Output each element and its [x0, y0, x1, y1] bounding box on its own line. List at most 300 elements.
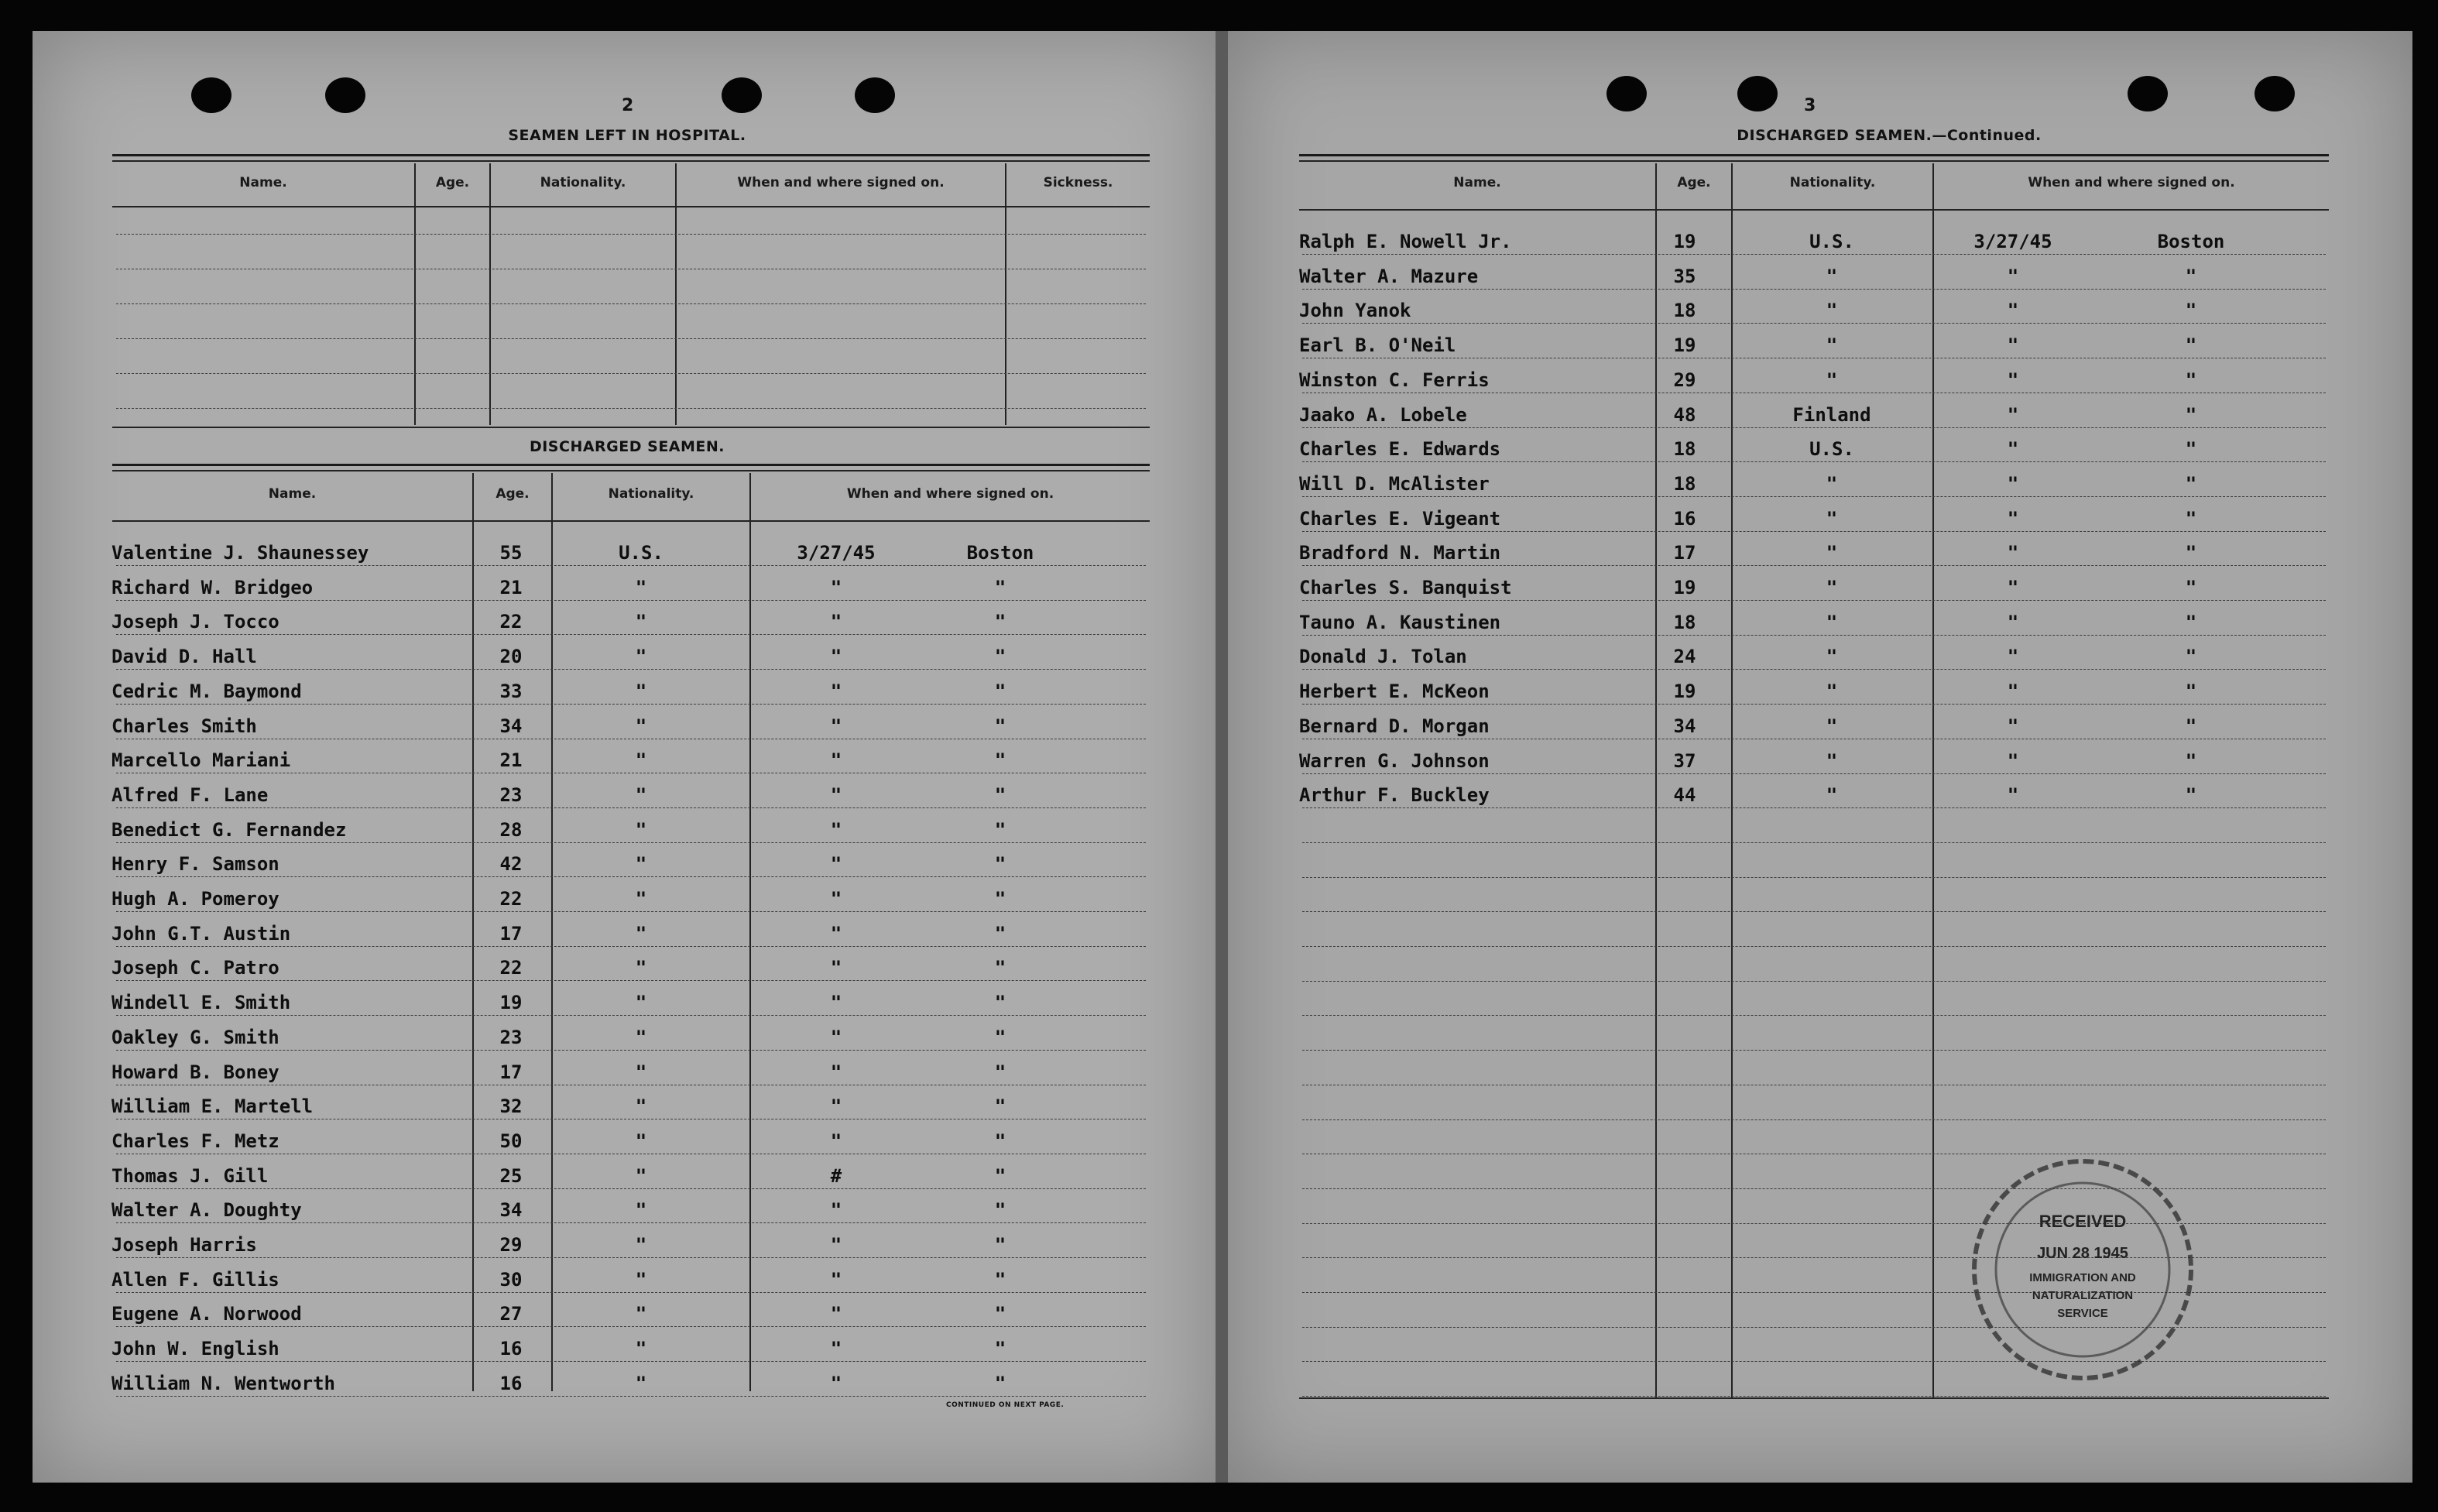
seaman-name: Winston C. Ferris [1299, 369, 1490, 391]
signed-on-place: " [994, 576, 1006, 598]
seaman-age: 16 [499, 1372, 523, 1394]
seaman-name: Ralph E. Nowell Jr. [1299, 231, 1512, 252]
rule [1299, 1397, 2329, 1399]
signed-on-date: 3/27/45 [1973, 231, 2052, 252]
seaman-age: 16 [499, 1338, 523, 1360]
signed-on-place: " [2185, 784, 2197, 807]
row-line [116, 980, 1146, 981]
seaman-name: Arthur F. Buckley [1299, 784, 1490, 807]
rule [1299, 160, 2329, 162]
seaman-nationality: " [635, 1303, 647, 1325]
seaman-age: 32 [499, 1095, 523, 1118]
seaman-age: 20 [499, 646, 523, 668]
seaman-name: Henry F. Samson [111, 853, 279, 876]
seaman-name: Oakley G. Smith [111, 1026, 279, 1048]
signed-on-place: " [994, 992, 1006, 1014]
signed-on-date: " [2007, 403, 2019, 426]
rule [112, 154, 1150, 156]
row-line [116, 1015, 1146, 1016]
seaman-age: 18 [1673, 438, 1696, 461]
rule [1299, 154, 2329, 156]
seaman-name: Donald J. Tolan [1299, 646, 1467, 668]
signed-on-date: " [2007, 369, 2019, 391]
row-line [116, 946, 1146, 947]
seaman-nationality: " [635, 957, 647, 979]
signed-on-date: " [830, 922, 842, 945]
row-line [116, 634, 1146, 635]
col-header-signed-on: When and where signed on. [2028, 175, 2235, 190]
seaman-name: Bernard D. Morgan [1299, 715, 1490, 737]
seaman-age: 18 [1673, 300, 1696, 322]
seaman-nationality: " [635, 1164, 647, 1187]
seaman-nationality: " [635, 1338, 647, 1360]
seaman-nationality: " [1826, 334, 1838, 357]
seaman-nationality: " [635, 576, 647, 598]
seaman-name: Charles F. Metz [111, 1130, 279, 1152]
seaman-name: Charles E. Vigeant [1299, 507, 1501, 530]
seaman-age: 34 [499, 715, 523, 737]
stamp-line3: SERVICE [2057, 1307, 2108, 1320]
seaman-nationality: " [635, 1372, 647, 1394]
signed-on-date: " [830, 646, 842, 668]
seaman-name: Joseph C. Patro [111, 957, 279, 979]
row-line [116, 842, 1146, 843]
punch-hole [325, 77, 365, 113]
seaman-nationality: " [635, 1026, 647, 1048]
row-line [1302, 323, 2326, 324]
blank-entry-line [116, 408, 1146, 409]
seaman-age: 55 [499, 542, 523, 564]
row-line [1302, 1119, 2326, 1120]
seaman-age: 22 [499, 611, 523, 633]
row-line [1302, 842, 2326, 843]
seaman-age: 27 [499, 1303, 523, 1325]
seaman-nationality: " [635, 992, 647, 1014]
signed-on-place: " [2185, 681, 2197, 703]
column-divider [1655, 163, 1657, 1397]
seaman-name: Charles Smith [111, 715, 257, 737]
col-header-nationality: Nationality. [608, 486, 694, 502]
row-line [116, 1257, 1146, 1258]
signed-on-date: 3/27/45 [797, 542, 876, 564]
seaman-age: 34 [1673, 715, 1696, 737]
signed-on-place: " [2185, 438, 2197, 461]
row-line [1302, 496, 2326, 497]
signed-on-date: " [2007, 300, 2019, 322]
signed-on-place: " [994, 611, 1006, 633]
row-line [1302, 427, 2326, 428]
signed-on-place: " [2185, 265, 2197, 287]
signed-on-place: " [994, 1234, 1006, 1256]
signed-on-place: " [2185, 646, 2197, 668]
row-line [1302, 565, 2326, 566]
row-line [1302, 635, 2326, 636]
signed-on-date: " [2007, 472, 2019, 495]
seaman-age: 19 [499, 992, 523, 1014]
seaman-age: 22 [499, 888, 523, 910]
col-header-name: Name. [268, 486, 317, 502]
seaman-age: 28 [499, 818, 523, 841]
discharged-continued-title: DISCHARGED SEAMEN.—Continued. [1737, 127, 2042, 144]
seaman-age: 17 [499, 922, 523, 945]
page-number: 3 [1804, 96, 1816, 115]
punch-hole [191, 77, 231, 113]
signed-on-place: " [994, 922, 1006, 945]
seaman-name: Bradford N. Martin [1299, 542, 1501, 564]
signed-on-date: " [2007, 715, 2019, 737]
row-line [1302, 704, 2326, 705]
signed-on-place: " [994, 818, 1006, 841]
seaman-age: 29 [499, 1234, 523, 1256]
row-line [116, 1188, 1146, 1189]
signed-on-date: " [2007, 611, 2019, 633]
seaman-age: 17 [499, 1061, 523, 1083]
seaman-name: Charles E. Edwards [1299, 438, 1501, 461]
seaman-nationality: " [1826, 507, 1838, 530]
seaman-nationality: " [1826, 369, 1838, 391]
row-line [116, 1361, 1146, 1362]
column-divider [489, 163, 491, 425]
seaman-age: 29 [1673, 369, 1696, 391]
row-line [116, 600, 1146, 601]
signed-on-date: " [2007, 646, 2019, 668]
signed-on-date: " [830, 1303, 842, 1325]
seaman-nationality: " [1826, 784, 1838, 807]
seaman-name: Windell E. Smith [111, 992, 291, 1014]
signed-on-place: " [994, 1268, 1006, 1291]
signed-on-date: " [830, 992, 842, 1014]
signed-on-place: Boston [2157, 231, 2225, 252]
signed-on-place: " [2185, 369, 2197, 391]
seaman-name: Benedict G. Fernandez [111, 818, 347, 841]
signed-on-place: " [2185, 611, 2197, 633]
row-line [116, 1222, 1146, 1223]
seaman-nationality: " [635, 783, 647, 806]
signed-on-place: Boston [966, 542, 1034, 564]
signed-on-place: " [994, 1130, 1006, 1152]
signed-on-date: " [2007, 749, 2019, 772]
seaman-name: Valentine J. Shaunessey [111, 542, 369, 564]
seaman-nationality: " [635, 680, 647, 702]
seaman-name: Eugene A. Norwood [111, 1303, 302, 1325]
signed-on-place: " [994, 1199, 1006, 1222]
signed-on-place: " [2185, 300, 2197, 322]
page-number: 2 [622, 96, 634, 115]
col-header-nationality: Nationality. [1789, 175, 1876, 190]
signed-on-date: " [830, 1061, 842, 1083]
seaman-name: Warren G. Johnson [1299, 749, 1490, 772]
signed-on-place: " [994, 1372, 1006, 1394]
row-line [1302, 946, 2326, 947]
signed-on-date: " [2007, 577, 2019, 598]
signed-on-date: " [2007, 334, 2019, 357]
seaman-name: Marcello Mariani [111, 749, 291, 772]
signed-on-date: " [830, 1130, 842, 1152]
row-line [1302, 289, 2326, 290]
signed-on-place: " [994, 715, 1006, 737]
seaman-nationality: " [635, 715, 647, 737]
punch-hole [722, 77, 762, 113]
seaman-name: Hugh A. Pomeroy [111, 888, 279, 910]
signed-on-place: " [2185, 715, 2197, 737]
row-line [1302, 254, 2326, 255]
seaman-name: Earl B. O'Neil [1299, 334, 1456, 357]
row-line [1302, 911, 2326, 912]
stamp-date: JUN 28 1945 [2037, 1245, 2128, 1262]
col-header-signed-on: When and where signed on. [737, 175, 945, 190]
rule [1299, 209, 2329, 211]
seaman-age: 21 [499, 749, 523, 772]
signed-on-date: " [830, 853, 842, 876]
seaman-nationality: " [635, 818, 647, 841]
seaman-nationality: " [1826, 749, 1838, 772]
seaman-name: Walter A. Doughty [111, 1199, 302, 1222]
seaman-age: 23 [499, 783, 523, 806]
row-line [116, 807, 1146, 808]
row-line [116, 1326, 1146, 1327]
signed-on-date: " [830, 888, 842, 910]
seaman-age: 48 [1673, 403, 1696, 426]
row-line [116, 669, 1146, 670]
seaman-nationality: " [635, 853, 647, 876]
signed-on-date: " [2007, 507, 2019, 530]
seaman-name: Charles S. Banquist [1299, 577, 1512, 598]
seaman-age: 37 [1673, 749, 1696, 772]
seaman-nationality: U.S. [1809, 231, 1854, 252]
seaman-age: 16 [1673, 507, 1696, 530]
row-line [116, 1050, 1146, 1051]
signed-on-place: " [2185, 507, 2197, 530]
seaman-nationality: " [1826, 265, 1838, 287]
seaman-nationality: " [635, 749, 647, 772]
seaman-nationality: " [1826, 472, 1838, 495]
signed-on-date: # [830, 1164, 842, 1187]
seaman-name: Thomas J. Gill [111, 1164, 269, 1187]
signed-on-date: " [2007, 438, 2019, 461]
signed-on-place: " [994, 1303, 1006, 1325]
seaman-name: John W. English [111, 1338, 279, 1360]
seaman-nationality: " [635, 646, 647, 668]
signed-on-date: " [830, 1199, 842, 1222]
row-line [116, 876, 1146, 877]
row-line [1302, 531, 2326, 532]
page-gutter [1216, 31, 1228, 1483]
row-line [1302, 1015, 2326, 1016]
seaman-age: 30 [499, 1268, 523, 1291]
continued-note: CONTINUED ON NEXT PAGE. [946, 1401, 1065, 1409]
seaman-age: 21 [499, 576, 523, 598]
row-line [1302, 1050, 2326, 1051]
row-line [1302, 461, 2326, 462]
seaman-nationality: " [635, 611, 647, 633]
signed-on-place: " [994, 1061, 1006, 1083]
punch-hole [2128, 76, 2168, 111]
seaman-age: 25 [499, 1164, 523, 1187]
signed-on-date: " [830, 1338, 842, 1360]
column-divider [414, 163, 416, 425]
signed-on-date: " [830, 1268, 842, 1291]
seaman-age: 24 [1673, 646, 1696, 668]
stamp-line2: NATURALIZATION [2032, 1289, 2134, 1302]
seaman-nationality: " [635, 1234, 647, 1256]
blank-entry-line [116, 303, 1146, 304]
col-header-sickness: Sickness. [1043, 175, 1113, 190]
seaman-nationality: " [635, 1130, 647, 1152]
row-line [116, 911, 1146, 912]
seaman-name: Joseph Harris [111, 1234, 257, 1256]
seaman-age: 19 [1673, 231, 1696, 252]
seaman-nationality: U.S. [619, 542, 664, 564]
seaman-name: Cedric M. Baymond [111, 680, 302, 702]
signed-on-place: " [994, 680, 1006, 702]
rule [112, 160, 1150, 162]
column-divider [749, 473, 751, 1391]
row-line [1302, 669, 2326, 670]
seaman-age: 42 [499, 853, 523, 876]
column-divider [1932, 163, 1934, 1397]
seaman-age: 50 [499, 1130, 523, 1152]
col-header-age: Age. [435, 175, 470, 190]
signed-on-date: " [830, 957, 842, 979]
seaman-nationality: " [635, 1268, 647, 1291]
seaman-name: John G.T. Austin [111, 922, 291, 945]
seaman-name: John Yanok [1299, 300, 1411, 322]
row-line [116, 704, 1146, 705]
signed-on-place: " [994, 853, 1006, 876]
row-line [1302, 773, 2326, 774]
punch-hole [2255, 76, 2295, 111]
col-header-signed-on: When and where signed on. [846, 486, 1054, 502]
signed-on-date: " [830, 1095, 842, 1118]
signed-on-place: " [994, 1164, 1006, 1187]
row-line [1302, 1396, 2326, 1397]
seaman-age: 22 [499, 957, 523, 979]
seaman-nationality: " [635, 888, 647, 910]
signed-on-place: " [2185, 749, 2197, 772]
seaman-nationality: " [1826, 542, 1838, 564]
signed-on-place: " [994, 957, 1006, 979]
rule [112, 427, 1150, 428]
seaman-name: Tauno A. Kaustinen [1299, 611, 1501, 633]
signed-on-date: " [2007, 784, 2019, 807]
discharged-section-title: DISCHARGED SEAMEN. [529, 438, 725, 455]
seaman-nationality: " [1826, 715, 1838, 737]
seaman-nationality: " [1826, 646, 1838, 668]
seaman-age: 19 [1673, 681, 1696, 703]
column-divider [1005, 163, 1006, 425]
signed-on-place: " [994, 1338, 1006, 1360]
column-divider [472, 473, 474, 1391]
blank-entry-line [116, 338, 1146, 339]
signed-on-place: " [994, 1026, 1006, 1048]
signed-on-date: " [830, 783, 842, 806]
seaman-nationality: " [635, 1199, 647, 1222]
seaman-age: 44 [1673, 784, 1696, 807]
col-header-name: Name. [239, 175, 287, 190]
seaman-age: 19 [1673, 577, 1696, 598]
blank-entry-line [116, 373, 1146, 374]
row-line [116, 1396, 1146, 1397]
signed-on-place: " [994, 888, 1006, 910]
signed-on-date: " [830, 576, 842, 598]
signed-on-date: " [830, 749, 842, 772]
seaman-nationality: " [635, 1061, 647, 1083]
seaman-nationality: Finland [1792, 403, 1871, 426]
rule [112, 520, 1150, 522]
seaman-age: 35 [1673, 265, 1696, 287]
seaman-name: Jaako A. Lobele [1299, 403, 1467, 426]
col-header-name: Name. [1453, 175, 1501, 190]
seaman-name: Richard W. Bridgeo [111, 576, 314, 598]
signed-on-place: " [994, 749, 1006, 772]
row-line [1302, 877, 2326, 878]
rule [112, 464, 1150, 466]
signed-on-place: " [2185, 334, 2197, 357]
col-header-nationality: Nationality. [540, 175, 626, 190]
seaman-age: 19 [1673, 334, 1696, 357]
column-divider [551, 473, 553, 1391]
signed-on-date: " [830, 1234, 842, 1256]
stamp-received: RECEIVED [2039, 1212, 2127, 1231]
seaman-name: Joseph J. Tocco [111, 611, 279, 633]
signed-on-date: " [2007, 542, 2019, 564]
seaman-name: Allen F. Gillis [111, 1268, 279, 1291]
seaman-nationality: " [635, 922, 647, 945]
seaman-nationality: " [1826, 577, 1838, 598]
punch-hole [855, 77, 895, 113]
row-line [116, 1292, 1146, 1293]
signed-on-date: " [830, 1026, 842, 1048]
seaman-name: Walter A. Mazure [1299, 265, 1479, 287]
col-header-age: Age. [1677, 175, 1711, 190]
signed-on-date: " [830, 611, 842, 633]
signed-on-date: " [830, 715, 842, 737]
punch-hole [1606, 76, 1647, 111]
seaman-age: 18 [1673, 472, 1696, 495]
signed-on-place: " [2185, 542, 2197, 564]
seaman-nationality: U.S. [1809, 438, 1854, 461]
seaman-name: Will D. McAlister [1299, 472, 1490, 495]
seaman-name: Alfred F. Lane [111, 783, 269, 806]
rule [112, 470, 1150, 471]
seaman-nationality: " [1826, 300, 1838, 322]
signed-on-date: " [830, 680, 842, 702]
seaman-age: 18 [1673, 611, 1696, 633]
row-line [1302, 600, 2326, 601]
seaman-name: David D. Hall [111, 646, 257, 668]
seaman-age: 23 [499, 1026, 523, 1048]
hospital-section-title: SEAMEN LEFT IN HOSPITAL. [508, 127, 746, 144]
seaman-name: Herbert E. McKeon [1299, 681, 1490, 703]
seaman-nationality: " [1826, 611, 1838, 633]
row-line [1302, 807, 2326, 808]
seaman-nationality: " [635, 1095, 647, 1118]
seaman-age: 33 [499, 680, 523, 702]
signed-on-date: " [2007, 265, 2019, 287]
column-divider [1731, 163, 1733, 1397]
signed-on-date: " [2007, 681, 2019, 703]
received-stamp [1959, 1154, 2207, 1386]
column-divider [675, 163, 677, 425]
signed-on-place: " [994, 1095, 1006, 1118]
signed-on-place: " [994, 783, 1006, 806]
blank-entry-line [116, 234, 1146, 235]
seaman-name: William E. Martell [111, 1095, 314, 1118]
signed-on-place: " [2185, 472, 2197, 495]
stamp-line1: IMMIGRATION AND [2029, 1271, 2136, 1284]
signed-on-date: " [830, 1372, 842, 1394]
row-line [116, 565, 1146, 566]
